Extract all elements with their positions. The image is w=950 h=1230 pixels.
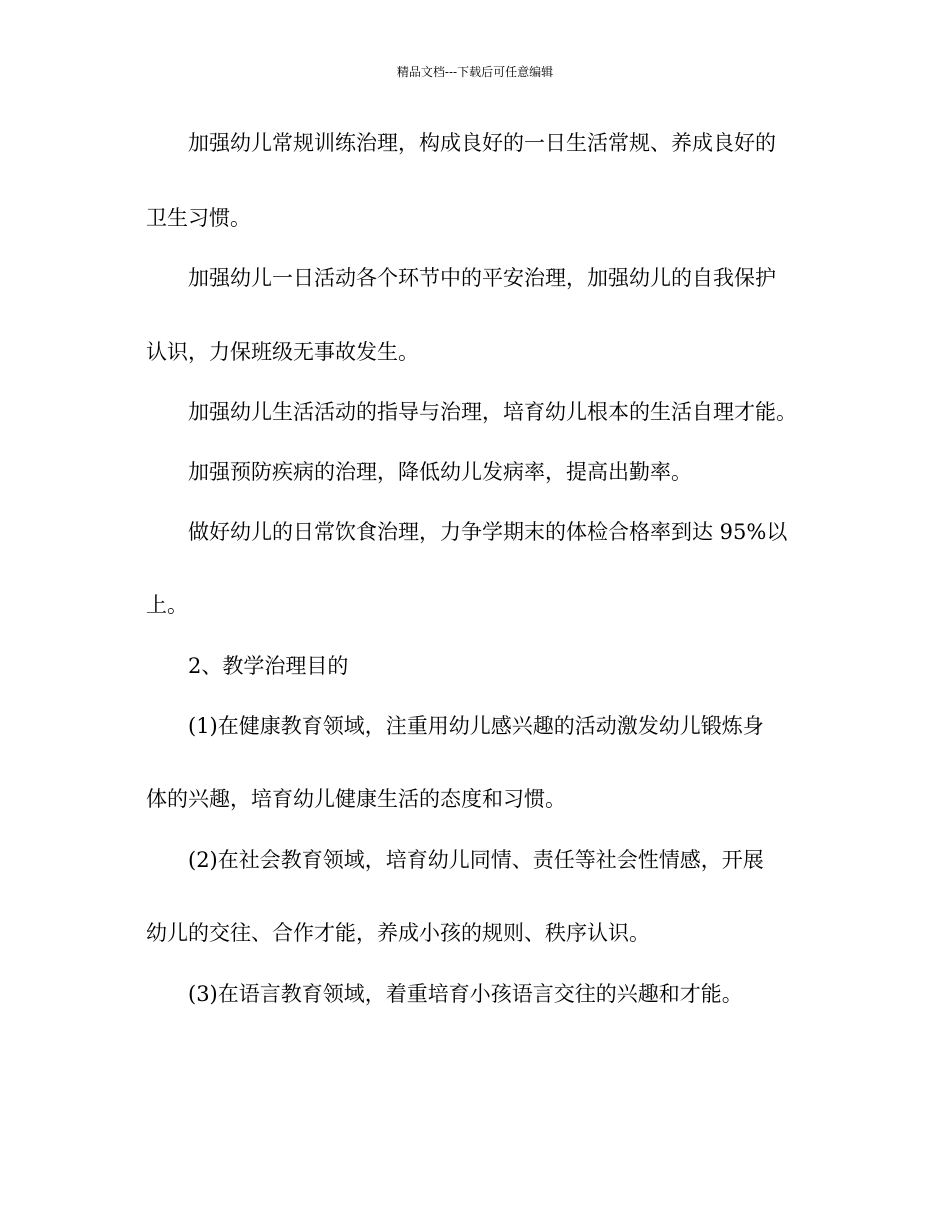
paragraph-line: (2)在社会教育领域，培育幼儿同情、责任等社会性情感，开展 [188, 848, 764, 872]
paragraph-line: 加强幼儿常规训练治理，构成良好的一日生活常规、养成良好的 [188, 131, 776, 155]
paragraph-line: 加强预防疾病的治理，降低幼儿发病率，提高出勤率。 [188, 460, 692, 484]
section-heading: 2、教学治理目的 [188, 654, 349, 678]
paragraph-line: 加强幼儿一日活动各个环节中的平安治理，加强幼儿的自我保护 [188, 266, 776, 290]
paragraph-line: 体的兴趣，培育幼儿健康生活的态度和习惯。 [146, 787, 566, 811]
paragraph-line: (1)在健康教育领域，注重用幼儿感兴趣的活动激发幼儿锻炼身 [188, 714, 764, 738]
paragraph-line: 幼儿的交往、合作才能，养成小孩的规则、秩序认识。 [146, 921, 650, 945]
paragraph-line: 认识，力保班级无事故发生。 [146, 340, 419, 364]
paragraph-line: 上。 [146, 593, 188, 617]
paragraph-line: 卫生习惯。 [146, 206, 251, 230]
page-header: 精品文档---下载后可任意编辑 [396, 65, 554, 79]
paragraph-line: (3)在语言教育领域，着重培育小孩语言交往的兴趣和才能。 [188, 982, 743, 1006]
paragraph-line: 做好幼儿的日常饮食治理，力争学期末的体检合格率到达 95%以 [188, 520, 788, 544]
paragraph-line: 加强幼儿生活活动的指导与治理，培育幼儿根本的生活自理才能。 [188, 400, 797, 424]
